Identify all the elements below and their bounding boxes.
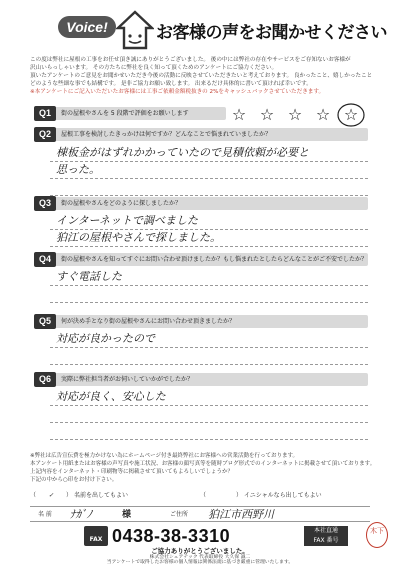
intro-line: 沢山いらっしゃいます。 その方たちに弊社を良く知って頂くためのアンケートにご協力ください。 [30, 65, 278, 71]
name-field[interactable]: ﾅｶﾞﾉ [70, 508, 92, 521]
answer-line: 狛江の屋根やさんで探しました。 [50, 230, 368, 247]
answer-line [50, 286, 368, 303]
question-number: Q5 [34, 314, 56, 329]
house-icon [116, 10, 154, 50]
answer-line: 対応が良かったので [50, 331, 368, 348]
star-icon[interactable]: ☆ [231, 105, 247, 124]
name-address-row [30, 506, 370, 522]
consent-mark: ✓ [48, 492, 54, 499]
answer-line: 対応が良く、安心した [50, 389, 368, 406]
address-field[interactable]: 狛江市西野川 [208, 508, 274, 521]
answer-line: すぐ電話した [50, 269, 368, 286]
question-text: 屋根工事を検討したきっかけは何ですか？どんなことで悩まれていましたか？ [61, 131, 272, 138]
voice-badge: Voice! [58, 16, 116, 38]
answer-line: インターネットで調べました [50, 213, 368, 230]
question-text: 何が決め手となり街の屋根やさんにお問い合わせ頂きましたか？ [61, 318, 236, 325]
consent-initial-option[interactable]: （ ） イニシャルなら出してもよい [200, 492, 322, 499]
thanks-message: ご協力ありがとうございました。 [151, 547, 249, 555]
question-number: Q3 [34, 196, 56, 211]
star-icon[interactable]: ☆ [315, 105, 331, 124]
hanko-stamp: 木下 [366, 522, 388, 548]
star-icon[interactable]: ☆ [343, 105, 359, 124]
answer-q6[interactable] [50, 389, 368, 440]
question-text: 街の屋根やさんを 5 段階で評価をお願いします [61, 110, 189, 117]
privacy-disclaimer: 当アンケートで取得したお客様の個人情報は関係法規に基づき厳重に管理いたします。 [106, 560, 294, 565]
honorific: 様 [122, 510, 132, 520]
answer-q2[interactable] [50, 145, 368, 196]
intro-line: 頂いたアンケートのご意見をお聞かせいただき今後の活動に反映させていただきたいと考えております。 良かったこと、嬉しかったこと [30, 73, 373, 79]
question-q6 [36, 373, 368, 386]
question-number: Q4 [34, 252, 56, 267]
answer-line [50, 179, 368, 196]
cashback-note: ※本アンケートにご記入いただいたお客様には工事ご依頼金額税抜きの 2%をキャッシュバックさせていただきます。 [30, 89, 325, 95]
address-label: ご住所 [170, 511, 189, 518]
question-q5 [36, 315, 368, 328]
consent-label: 名前を出してもよい [73, 492, 128, 499]
selection-circle [336, 102, 366, 128]
company-info: 株式会社シェアテック 代表取締役 大久保 誠二 [149, 555, 251, 560]
publish-consent [30, 490, 370, 502]
question-q4 [36, 253, 368, 266]
fax-bar [84, 526, 348, 546]
consent-label: イニシャルなら出してもよい [243, 492, 322, 499]
rating-stars[interactable] [230, 106, 370, 124]
consent-name-option[interactable]: （ ✓ ） 名前を出してもよい [30, 490, 128, 502]
page-header [58, 8, 387, 52]
fax-icon: FAX [84, 526, 108, 546]
answer-line: 棟板金がはずれかかっていたので見積依頼が必要と [50, 145, 368, 162]
question-q2 [36, 128, 368, 141]
answer-q5[interactable] [50, 331, 368, 365]
answer-q4[interactable] [50, 269, 368, 320]
footnote-line: 本アンケート用紙またはお客様の声写真や施工状況、お客様の顔写真等を随時ブログ形式でのインターネットに掲載させて頂いております。 [30, 461, 375, 467]
answer-line: 思った。 [50, 162, 368, 179]
star-icon[interactable]: ☆ [287, 105, 303, 124]
question-text: 実際に弊社担当者がお伺いしていかがでしたか？ [61, 376, 194, 383]
intro-line: どのような些細な事でも結構です。 是非ご協力お願い致します。 出来るだけ具体的に書いて頂ければ幸いです。 [30, 81, 312, 87]
star-icon[interactable]: ☆ [259, 105, 275, 124]
question-text: 街の屋根やさんを知ってすぐにお問い合わせ頂けましたか？もし悩まれたとしたらどんなことがご不安でしたか？ [61, 256, 368, 263]
question-number: Q6 [34, 372, 56, 387]
fax-number: 0438-38-3310 [112, 526, 231, 546]
answer-line [50, 348, 368, 365]
question-text: 街の屋根やさんをどのように探しましたか？ [61, 200, 182, 207]
intro-line: この度は弊社に屋根の工事をお任せ頂き誠にありがとうございました。 後の中には弊社の存在やサービスをご存知ないお客様が [30, 57, 351, 63]
question-number: Q1 [34, 106, 56, 121]
fax-direct-label: 本社直通 FAX 番号 [304, 526, 348, 546]
answer-line [50, 406, 368, 423]
question-q1 [36, 107, 226, 120]
page-title: お客様の声をお聞かせください [156, 23, 387, 43]
question-q3 [36, 197, 368, 210]
intro-text [30, 56, 375, 96]
name-label: 名 前 [38, 511, 52, 518]
footnote-line: ※弊社は広告宣伝費を極力かけない為にホームページ付き最終弊社にお客様への営業活動を行っております。 [30, 453, 299, 459]
footnote-line: 上記内容をインターネット・印刷物等に掲載させて頂いてもよろしいでしょうか？ [30, 469, 234, 475]
answer-line [50, 423, 368, 440]
question-number: Q2 [34, 127, 56, 142]
footnote-line: 下記の中から○印をお付け下さい。 [30, 477, 118, 483]
